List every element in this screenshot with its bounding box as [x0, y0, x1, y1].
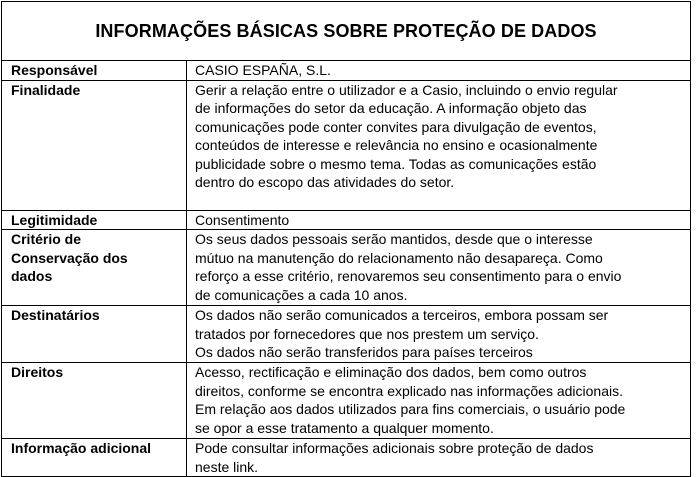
row-label-finalidade: [2, 80, 187, 210]
label-line: dados: [11, 268, 53, 284]
row-value-criterio-conservacao: [187, 230, 691, 306]
table-row: [2, 230, 691, 306]
value-line: de comunicações a cada 10 anos.: [195, 286, 408, 303]
row-value-legitimidade: [187, 210, 691, 230]
row-label-responsavel: [2, 61, 187, 81]
table-row: [2, 80, 691, 210]
table-row: [2, 306, 691, 363]
value-line: direitos, conforme se encontra explicado nas informações adicionais.: [195, 382, 624, 399]
row-label-informacao-adicional: [2, 439, 187, 477]
row-label-direitos: [2, 363, 187, 439]
label-line: Conservação dos: [11, 249, 128, 266]
value-line: Gerir a relação entre o utilizador e a Casio, incluindo o envio regular: [195, 81, 618, 98]
table-row: [2, 61, 691, 81]
title-box: [1, 1, 691, 60]
row-value-informacao-adicional: [187, 439, 691, 477]
value-line: Acesso, rectificação e eliminação dos dados, bem como outros: [195, 364, 587, 380]
table-row: [2, 210, 691, 230]
value-line: Em relação aos dados utilizados para fins comerciais, o usuário pode: [195, 401, 626, 417]
value-line: Consentimento: [195, 211, 290, 228]
table-row: [2, 439, 691, 477]
row-value-direitos: [187, 363, 691, 439]
value-line: neste link.: [195, 458, 259, 475]
row-label-criterio-conservacao: [2, 230, 187, 306]
value-line: Os seus dados pessoais serão mantidos, desde que o interesse: [195, 231, 593, 247]
row-value-responsavel: [187, 61, 691, 81]
info-table: [1, 60, 691, 477]
row-value-finalidade: [187, 80, 691, 210]
row-value-destinatarios: [187, 306, 691, 363]
row-label-legitimidade: [2, 210, 187, 230]
value-line: de informações do setor da educação. A informação objeto das: [195, 100, 587, 116]
value-line: comunicações pode conter convites para divulgação de eventos,: [195, 118, 597, 135]
table-row: [2, 363, 691, 439]
value-line: CASIO ESPAÑA, S.L.: [195, 62, 331, 78]
label-line: Finalidade: [11, 81, 81, 98]
value-line: reforço a esse critério, renovaremos seu consentimento para o envio: [195, 268, 622, 284]
value-line: publicidade sobre o mesmo tema. Todas as comunicações estão: [195, 155, 597, 172]
value-line: conteúdos de interesse e relevância no ensino e ocasionalmente: [195, 137, 598, 153]
value-line: tratados por fornecedores que nos prestem um serviço.: [195, 325, 539, 342]
label-line: Critério de: [11, 231, 82, 247]
label-line: Legitimidade: [11, 211, 98, 228]
label-line: Direitos: [11, 364, 64, 380]
value-line: dentro do escopo das atividades do setor.: [195, 174, 455, 190]
row-label-destinatarios: [2, 306, 187, 363]
value-line: Pode consultar informações adicionais sobre proteção de dados: [195, 440, 594, 456]
label-line: Informação adicional: [11, 440, 152, 456]
document-title: INFORMAÇÕES BÁSICAS SOBRE PROTEÇÃO DE DADOS: [95, 20, 597, 41]
value-line: mútuo na manutenção do relacionamento não desapareça. Como: [195, 249, 603, 266]
value-line: Os dados não serão transferidos para países terceiros: [195, 344, 533, 360]
value-line: Os dados não serão comunicados a terceiros, embora possam ser: [195, 307, 609, 323]
label-line: Responsável: [11, 62, 98, 78]
value-line: se opor a esse tratamento a qualquer momento.: [195, 419, 494, 436]
label-line: Destinatários: [11, 307, 100, 323]
